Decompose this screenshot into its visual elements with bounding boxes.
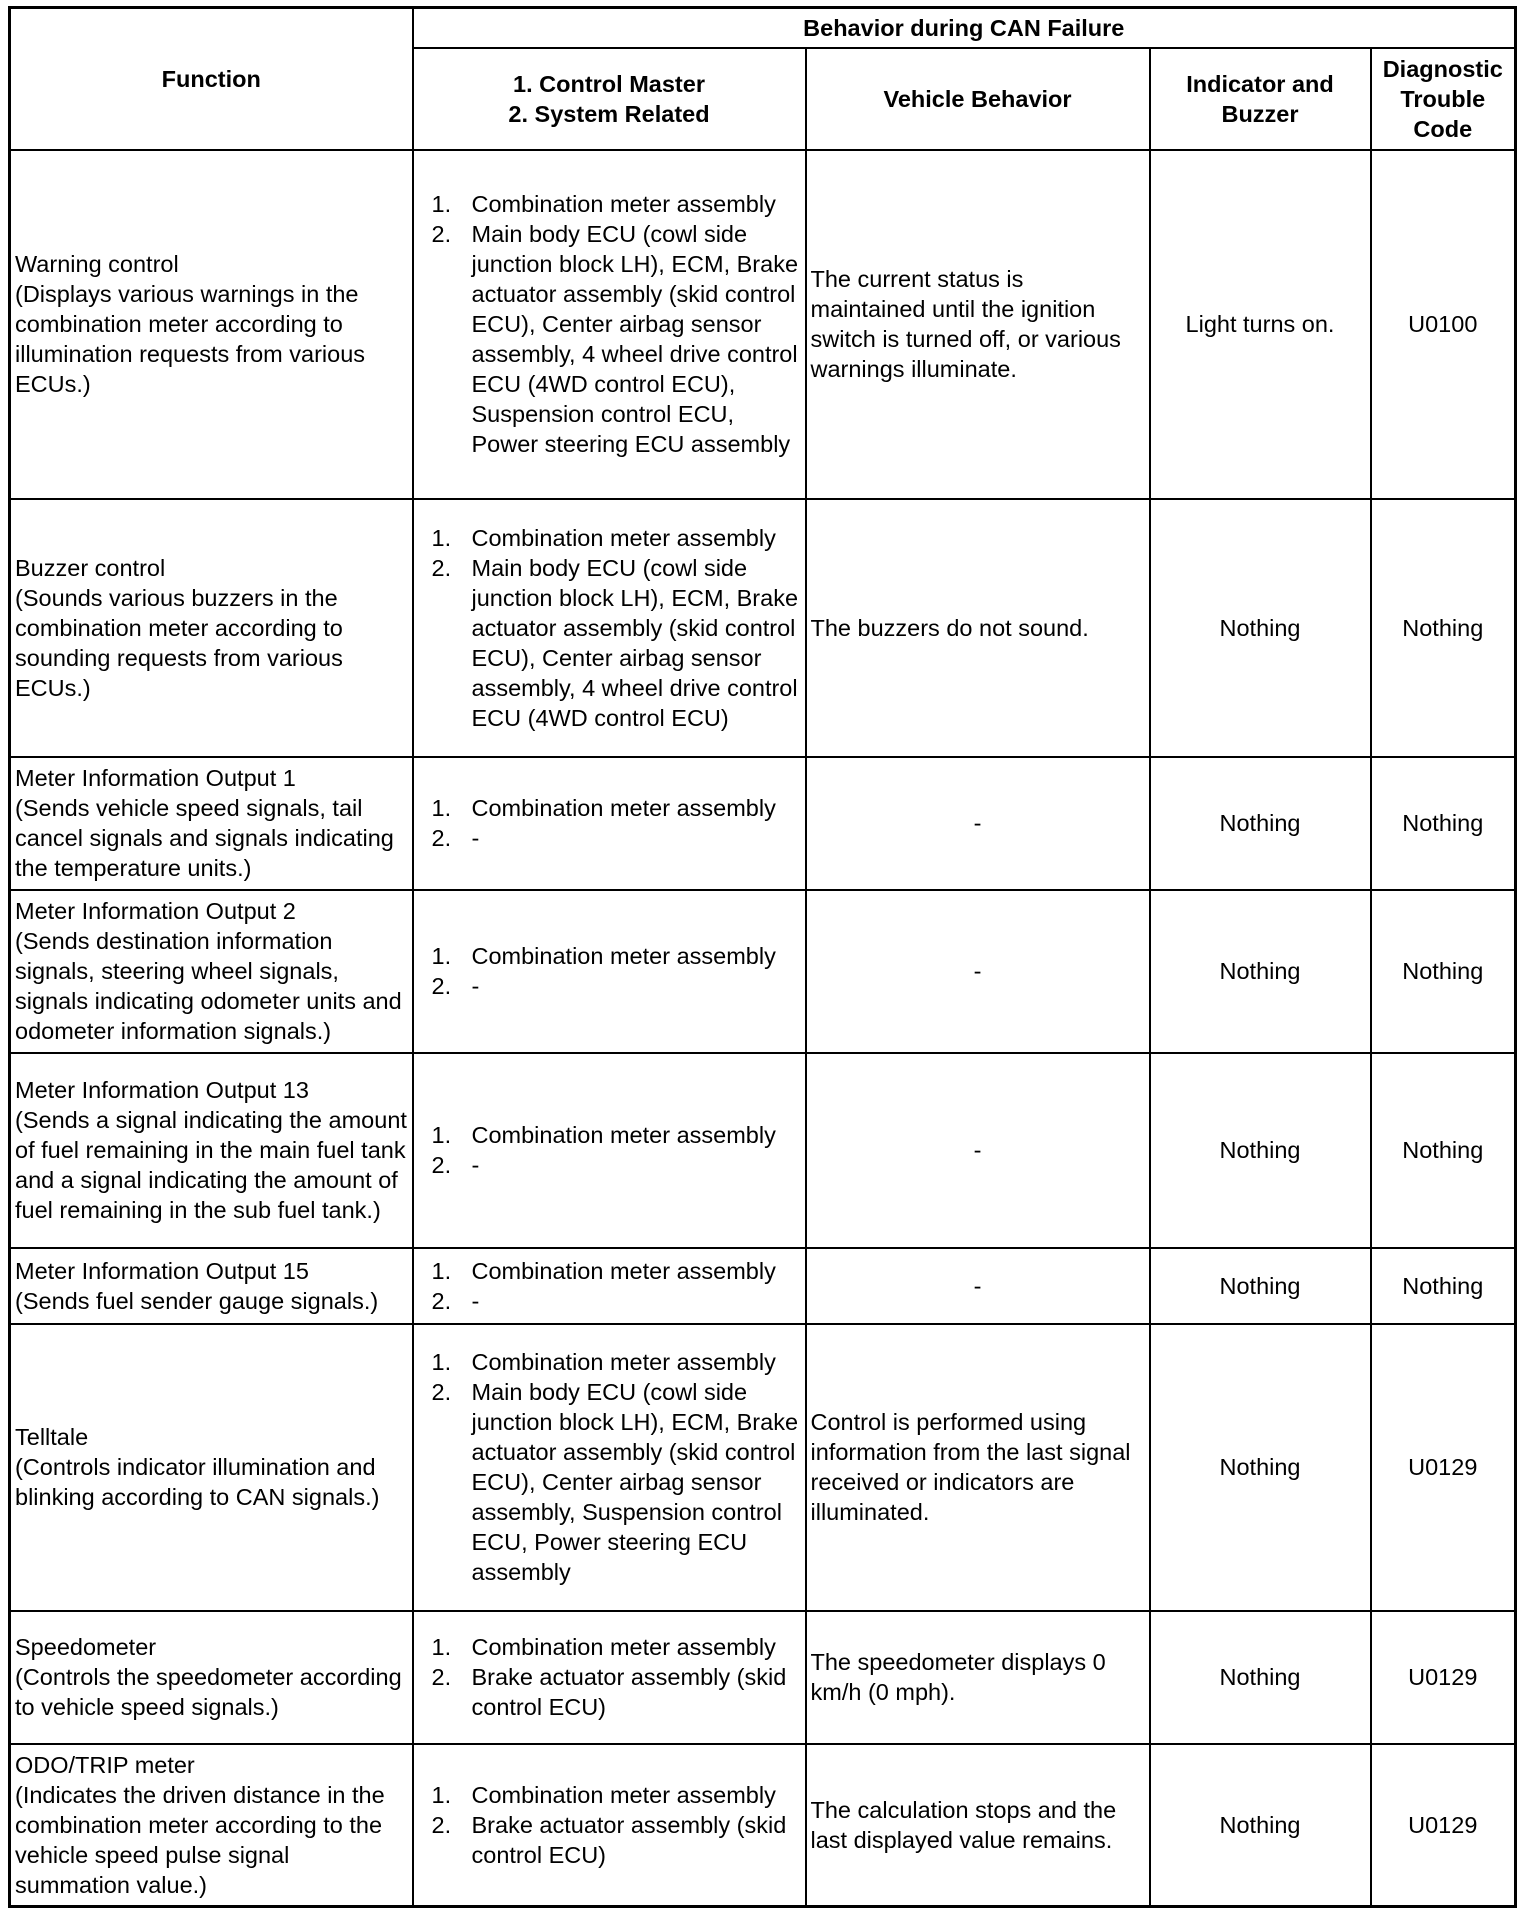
control-master-item: 1. Combination meter assembly xyxy=(431,795,776,821)
system-related-item: 2. - xyxy=(431,973,480,999)
vehicle-behavior-cell: The calculation stops and the last displayed value remains. xyxy=(806,1744,1150,1907)
control-master-1: Combination meter assembly xyxy=(471,1781,776,1808)
function-title: Speedometer xyxy=(15,1634,157,1660)
header-dtc: Diagnostic Trouble Code xyxy=(1371,48,1516,150)
function-desc: (Sends a signal indicating the amount of fuel remaining in the main fuel tank and a signal indicating the amount of fuel remaining in the sub fuel tank.) xyxy=(15,1107,407,1223)
indicator-cell: Nothing xyxy=(1150,1248,1371,1324)
control-master-1: Combination meter assembly xyxy=(471,1634,776,1660)
function-title: Warning control xyxy=(15,251,179,277)
system-related: Main body ECU (cowl side junction block LH), ECM, Brake actuator assembly (skid control ECU), Center airbag sensor assembly, 4 wheel drive control ECU (4WD control ECU), Suspension control ECU, Power steering ECU assembly xyxy=(471,221,799,457)
control-master-cell xyxy=(413,1053,806,1248)
system-related-item: 2. Main body ECU (cowl side junction block LH), ECM, Brake actuator assembly (skid control ECU), Center airbag sensor assembly, 4 wheel drive control ECU (4WD control ECU), Suspension control ECU, Power steering ECU assembly xyxy=(431,221,799,457)
function-cell xyxy=(10,1053,413,1248)
header-indicator-buzzer: Indicator and Buzzer xyxy=(1150,48,1371,150)
dtc-cell: U0129 xyxy=(1371,1611,1516,1744)
function-desc: (Displays various warnings in the combination meter according to illumination requests from various ECUs.) xyxy=(15,281,366,397)
control-master-item: 1. Combination meter assembly xyxy=(431,943,776,969)
function-desc: (Sends destination information signals, steering wheel signals, signals indicating odometer units and odometer information signals.) xyxy=(15,928,402,1044)
control-master-cell xyxy=(413,1611,806,1744)
indicator-cell: Nothing xyxy=(1150,1611,1371,1744)
table-row xyxy=(10,1744,1516,1907)
can-failure-table-container xyxy=(8,6,1514,1908)
system-related-item: 2. Main body ECU (cowl side junction block LH), ECM, Brake actuator assembly (skid control ECU), Center airbag sensor assembly, Suspension control ECU, Power steering ECU assembly xyxy=(431,1379,799,1585)
dtc-cell: Nothing xyxy=(1371,757,1516,890)
dtc-cell: U0129 xyxy=(1371,1744,1516,1907)
vehicle-behavior-cell: - xyxy=(806,890,1150,1053)
system-related: - xyxy=(471,1287,480,1314)
system-related-item: 2. Main body ECU (cowl side junction block LH), ECM, Brake actuator assembly (skid control ECU), Center airbag sensor assembly, 4 wheel drive control ECU (4WD control ECU) xyxy=(431,554,799,731)
vehicle-behavior-cell: Control is performed using information from the last signal received or indicators are illuminated. xyxy=(806,1324,1150,1611)
function-cell xyxy=(10,150,413,499)
function-title: Buzzer control xyxy=(15,554,166,581)
table-row xyxy=(10,890,1516,1053)
control-master-item: 1. Combination meter assembly xyxy=(431,1349,776,1375)
indicator-cell: Nothing xyxy=(1150,890,1371,1053)
function-cell xyxy=(10,1324,413,1611)
control-master-1: Combination meter assembly xyxy=(471,524,776,551)
system-related-item: 2. Brake actuator assembly (skid control ECU) xyxy=(431,1811,787,1868)
function-cell xyxy=(10,757,413,890)
function-desc: (Controls the speedometer according to vehicle speed signals.) xyxy=(15,1664,402,1720)
function-desc: (Indicates the driven distance in the combination meter according to the vehicle speed pulse signal summation value.) xyxy=(15,1781,385,1898)
header-vehicle-behavior: Vehicle Behavior xyxy=(806,48,1150,150)
system-related-item: 2. - xyxy=(431,1152,480,1178)
table-body xyxy=(10,150,1516,1907)
header-control-master-2: 2. System Related xyxy=(508,100,710,127)
table-row xyxy=(10,499,1516,757)
indicator-cell: Light turns on. xyxy=(1150,150,1371,499)
dtc-cell: U0100 xyxy=(1371,150,1516,499)
function-desc: (Sounds various buzzers in the combination meter according to sounding requests from various ECUs.) xyxy=(15,584,343,701)
function-title: ODO/TRIP meter xyxy=(15,1751,195,1778)
header-function: Function xyxy=(10,8,413,150)
control-master-1: Combination meter assembly xyxy=(471,1349,776,1375)
system-related: Main body ECU (cowl side junction block LH), ECM, Brake actuator assembly (skid control ECU), Center airbag sensor assembly, 4 wheel drive control ECU (4WD control ECU) xyxy=(471,554,799,731)
dtc-cell: Nothing xyxy=(1371,890,1516,1053)
system-related-item: 2. Brake actuator assembly (skid control ECU) xyxy=(431,1664,787,1720)
function-title: Meter Information Output 15 xyxy=(15,1257,309,1284)
table-row xyxy=(10,1248,1516,1324)
vehicle-behavior-cell: - xyxy=(806,757,1150,890)
function-title: Meter Information Output 1 xyxy=(15,765,296,791)
system-related: Brake actuator assembly (skid control ECU) xyxy=(471,1811,787,1868)
control-master-cell xyxy=(413,757,806,890)
function-title: Telltale xyxy=(15,1424,89,1450)
control-master-item: 1. Combination meter assembly xyxy=(431,1257,776,1284)
control-master-item: 1. Combination meter assembly xyxy=(431,1781,776,1808)
control-master-item: 1. Combination meter assembly xyxy=(431,1634,776,1660)
vehicle-behavior-cell: - xyxy=(806,1053,1150,1248)
system-related: Main body ECU (cowl side junction block LH), ECM, Brake actuator assembly (skid control ECU), Center airbag sensor assembly, Suspension control ECU, Power steering ECU assembly xyxy=(471,1379,799,1585)
system-related: Brake actuator assembly (skid control ECU) xyxy=(471,1664,787,1720)
control-master-cell xyxy=(413,1248,806,1324)
control-master-cell xyxy=(413,1324,806,1611)
dtc-cell: Nothing xyxy=(1371,1053,1516,1248)
control-master-1: Combination meter assembly xyxy=(471,795,776,821)
function-title: Meter Information Output 2 xyxy=(15,898,296,924)
function-desc: (Controls indicator illumination and blinking according to CAN signals.) xyxy=(15,1454,380,1510)
function-cell xyxy=(10,890,413,1053)
vehicle-behavior-cell: The speedometer displays 0 km/h (0 mph). xyxy=(806,1611,1150,1744)
function-cell xyxy=(10,499,413,757)
vehicle-behavior-cell: - xyxy=(806,1248,1150,1324)
header-control-master xyxy=(413,48,806,150)
vehicle-behavior-cell: The buzzers do not sound. xyxy=(806,499,1150,757)
control-master-cell xyxy=(413,150,806,499)
table-row xyxy=(10,1053,1516,1248)
can-failure-table xyxy=(8,6,1517,1908)
indicator-cell: Nothing xyxy=(1150,1324,1371,1611)
table-row xyxy=(10,757,1516,890)
control-master-cell xyxy=(413,1744,806,1907)
dtc-cell: Nothing xyxy=(1371,499,1516,757)
function-title: Meter Information Output 13 xyxy=(15,1077,309,1103)
system-related-item: 2. - xyxy=(431,825,480,851)
system-related: - xyxy=(471,973,480,999)
system-related: - xyxy=(471,1152,480,1178)
table-row xyxy=(10,1611,1516,1744)
function-cell xyxy=(10,1611,413,1744)
control-master-item: 1. Combination meter assembly xyxy=(431,191,776,217)
indicator-cell: Nothing xyxy=(1150,1053,1371,1248)
function-desc: (Sends vehicle speed signals, tail cancel signals and signals indicating the temperature units.) xyxy=(15,795,394,881)
indicator-cell: Nothing xyxy=(1150,757,1371,890)
control-master-1: Combination meter assembly xyxy=(471,943,776,969)
table-row xyxy=(10,1324,1516,1611)
control-master-1: Combination meter assembly xyxy=(471,1122,776,1148)
header-control-master-1: 1. Control Master xyxy=(513,70,705,97)
control-master-item: 1. Combination meter assembly xyxy=(431,524,776,551)
function-cell xyxy=(10,1744,413,1907)
control-master-item: 1. Combination meter assembly xyxy=(431,1122,776,1148)
header-behavior: Behavior during CAN Failure xyxy=(413,8,1516,48)
dtc-cell: U0129 xyxy=(1371,1324,1516,1611)
indicator-cell: Nothing xyxy=(1150,499,1371,757)
function-desc: (Sends fuel sender gauge signals.) xyxy=(15,1287,379,1314)
vehicle-behavior-cell: The current status is maintained until the ignition switch is turned off, or various warnings illuminate. xyxy=(806,150,1150,499)
control-master-cell xyxy=(413,890,806,1053)
system-related: - xyxy=(471,825,480,851)
control-master-cell xyxy=(413,499,806,757)
control-master-1: Combination meter assembly xyxy=(471,1257,776,1284)
control-master-1: Combination meter assembly xyxy=(471,191,776,217)
table-row xyxy=(10,150,1516,499)
indicator-cell: Nothing xyxy=(1150,1744,1371,1907)
function-cell xyxy=(10,1248,413,1324)
system-related-item: 2. - xyxy=(431,1287,480,1314)
dtc-cell: Nothing xyxy=(1371,1248,1516,1324)
